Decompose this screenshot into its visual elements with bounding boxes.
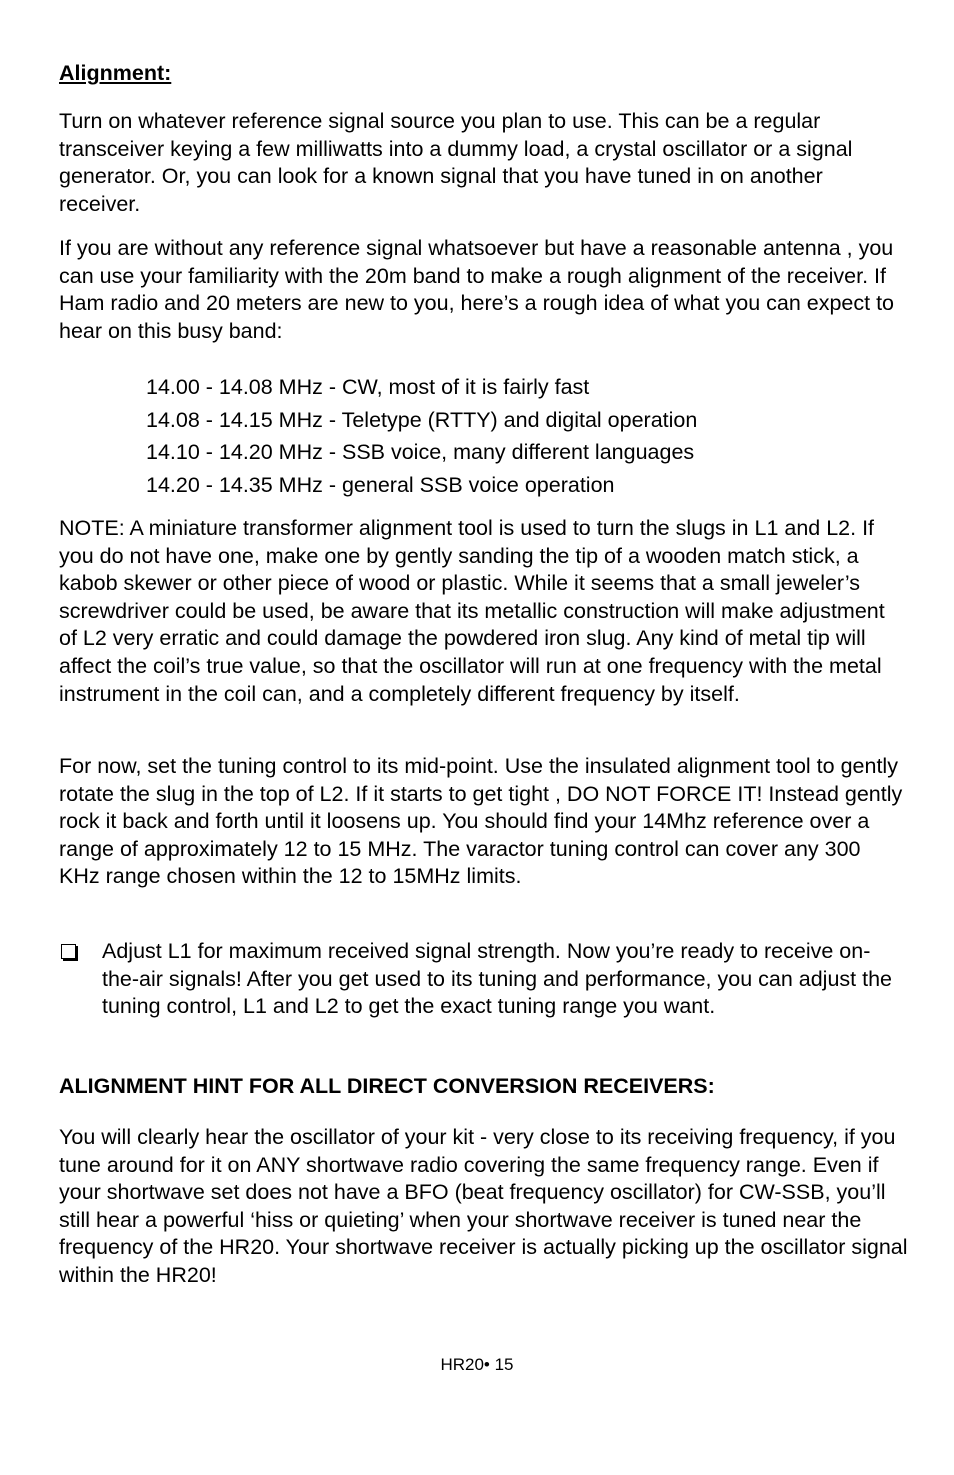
band-plan-item: 14.00 - 14.08 MHz - CW, most of it is fairly fast bbox=[146, 375, 590, 399]
band-plan-item: 14.08 - 14.15 MHz - Teletype (RTTY) and digital operation bbox=[146, 408, 698, 432]
checkbox-icon[interactable] bbox=[61, 944, 76, 959]
intro-paragraph: Turn on whatever reference signal source you plan to use. This can be a regular transceiver keying a few milliwatts into a dummy load, a crystal oscillator or a signal generator. Or, you can look for a known signal that you have tuned in on another receiver. bbox=[59, 109, 853, 216]
page-footer: HR20• 15 bbox=[440, 1355, 514, 1374]
section-heading: Alignment: bbox=[59, 61, 172, 85]
note-paragraph: NOTE: A miniature transformer alignment tool is used to turn the slugs in L1 and L2. If you do not have one, make one by gently sanding the tip of a wooden match stick, a kabob skewer or other piece of wood or plastic. While it seems that a small jeweler’s screwdriver could be used, be aware that its metallic construction will make adjustment of L2 very erratic and could damage the powdered iron slug. Any kind of metal tip will affect the coil’s true value, so that the oscillator will run at one frequency with the metal instrument in the coil can, and a completely different frequency by itself. bbox=[59, 516, 885, 706]
band-plan-item: 14.20 - 14.35 MHz - general SSB voice operation bbox=[146, 473, 615, 497]
checklist-item-text: Adjust L1 for maximum received signal strength. Now you’re ready to receive on-the-air signals! After you get used to its tuning and performance, you can adjust the tuning control, L1 and L2 to get the exact tuning range you want. bbox=[102, 939, 892, 1019]
band-intro-paragraph: If you are without any reference signal whatsoever but have a reasonable antenna , you can use your familiarity with the 20m band to make a rough alignment of the receiver. If Ham radio and 20 meters are new to you, here’s a rough idea of what you can expect to hear on this busy band: bbox=[59, 236, 895, 343]
hint-paragraph: You will clearly hear the oscillator of your kit - very close to its receiving frequency, if you tune around for it on ANY shortwave radio covering the same frequency range. Even if your shortwave set does not have a BFO (beat frequency oscillator) for CW-SSB, you’ll still hear a powerful ‘hiss or quieting’ when your shortwave receiver is tuned near the frequency of the HR20. Your shortwave receiver is actually picking up the oscillator signal within the HR20! bbox=[59, 1125, 908, 1287]
hint-heading: ALIGNMENT HINT FOR ALL DIRECT CONVERSION RECEIVERS: bbox=[59, 1074, 715, 1098]
tuning-paragraph: For now, set the tuning control to its mid-point. Use the insulated alignment tool to gently rotate the slug in the top of L2. If it starts to get tight , DO NOT FORCE IT! Instead gently rock it back and forth until it loosens up. You should find your 14Mhz reference over a range of approximately 12 to 15 MHz. The varactor tuning control can cover any 300 KHz range chosen within the 12 to 15MHz limits. bbox=[59, 754, 903, 889]
band-plan-item: 14.10 - 14.20 MHz - SSB voice, many different languages bbox=[146, 440, 695, 464]
